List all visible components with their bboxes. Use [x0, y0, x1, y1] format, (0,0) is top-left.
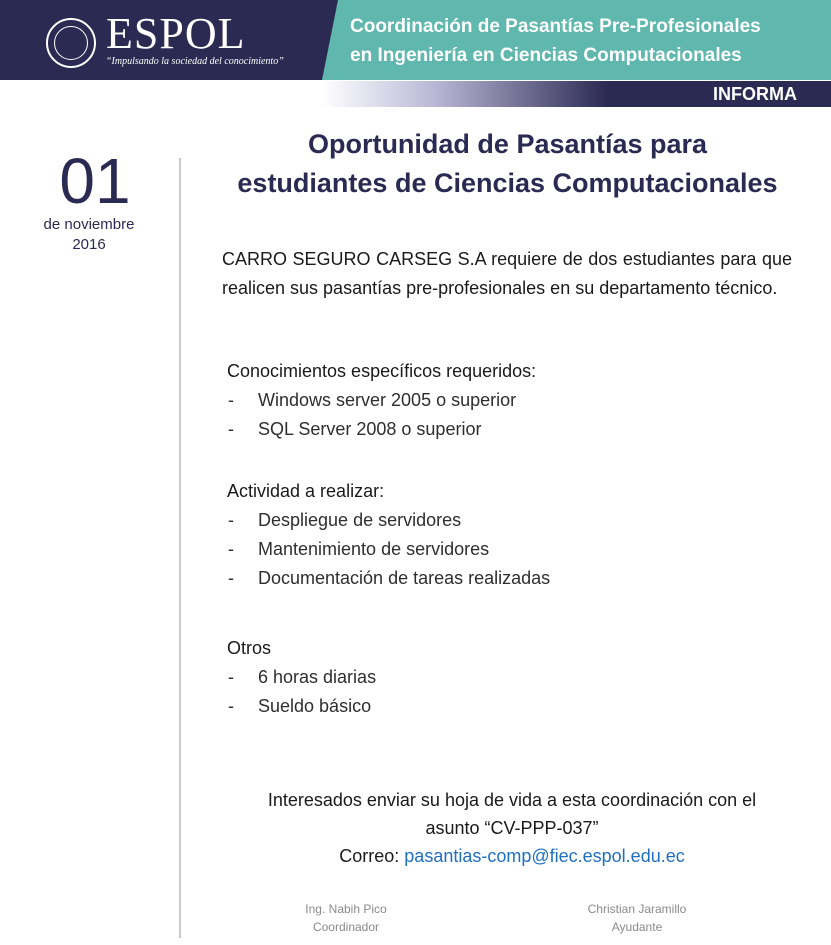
section-title-knowledge: Conocimientos específicos requeridos:	[227, 361, 537, 381]
signature-role: Coordinador	[312, 920, 380, 934]
date-month-year	[20, 215, 158, 255]
espol-seal-icon	[46, 18, 96, 68]
date-day: 01	[59, 145, 131, 217]
signature-assistant	[557, 900, 717, 936]
list-item	[228, 535, 550, 564]
signature-role: Ayudante	[611, 920, 663, 934]
activity-list	[228, 506, 550, 593]
header-title-line1: Coordinación de Pasantías Pre-Profesionales	[350, 16, 761, 37]
list-item	[228, 564, 550, 593]
informa-label: INFORMA	[713, 84, 797, 104]
signature-coordinator	[266, 900, 426, 936]
email-link[interactable]: pasantias-comp@fiec.espol.edu.ec	[404, 846, 685, 866]
bullet-dash: -	[228, 667, 234, 687]
list-item	[228, 506, 550, 535]
signature-name: Ing. Nabih Pico	[305, 902, 387, 916]
knowledge-list	[228, 386, 516, 444]
date-year: 2016	[72, 236, 106, 253]
list-item	[228, 415, 516, 444]
list-item-text: 6 horas diarias	[258, 667, 377, 687]
closing-text	[212, 786, 812, 870]
date-month: de noviembre	[43, 216, 135, 233]
header-title	[350, 12, 828, 70]
section-title-others: Otros	[227, 638, 272, 658]
bullet-dash: -	[228, 568, 234, 588]
bullet-dash: -	[228, 419, 234, 439]
bullet-dash: -	[228, 390, 234, 410]
list-item	[228, 663, 376, 692]
closing-line2: asunto “CV-PPP-037”	[425, 818, 599, 838]
bullet-dash: -	[228, 539, 234, 559]
list-item	[228, 692, 376, 721]
page-title-line2: estudiantes de Ciencias Computacionales	[237, 168, 778, 198]
vertical-divider	[179, 158, 181, 938]
list-item-text: Sueldo básico	[258, 696, 372, 716]
page-title-line1: Oportunidad de Pasantías para	[307, 129, 708, 159]
signature-name: Christian Jaramillo	[587, 902, 687, 916]
list-item-text: Windows server 2005 o superior	[258, 390, 517, 410]
bullet-dash: -	[228, 696, 234, 716]
list-item-text: Documentación de tareas realizadas	[258, 568, 551, 588]
list-item	[228, 386, 516, 415]
email-line	[212, 842, 812, 870]
header-title-line2: en Ingeniería en Ciencias Computacionales	[350, 45, 742, 66]
page-title	[195, 125, 820, 203]
bullet-dash: -	[228, 510, 234, 530]
logo-tagline: “Impulsando la sociedad del conocimiento”	[106, 56, 284, 67]
closing-line1: Interesados enviar su hoja de vida a esta coordinación con el	[267, 790, 757, 810]
others-list	[228, 663, 376, 721]
section-title-activity: Actividad a realizar:	[227, 481, 385, 501]
espol-logo: ESPOL	[106, 9, 246, 58]
intro-paragraph: CARRO SEGURO CARSEG S.A requiere de dos estudiantes para que realicen sus pasantías pre-profesionales en su departamento técnico.	[222, 249, 792, 298]
list-item-text: Despliegue de servidores	[258, 510, 462, 530]
list-item-text: SQL Server 2008 o superior	[258, 419, 482, 439]
email-label: Correo:	[339, 846, 400, 866]
list-item-text: Mantenimiento de servidores	[258, 539, 490, 559]
